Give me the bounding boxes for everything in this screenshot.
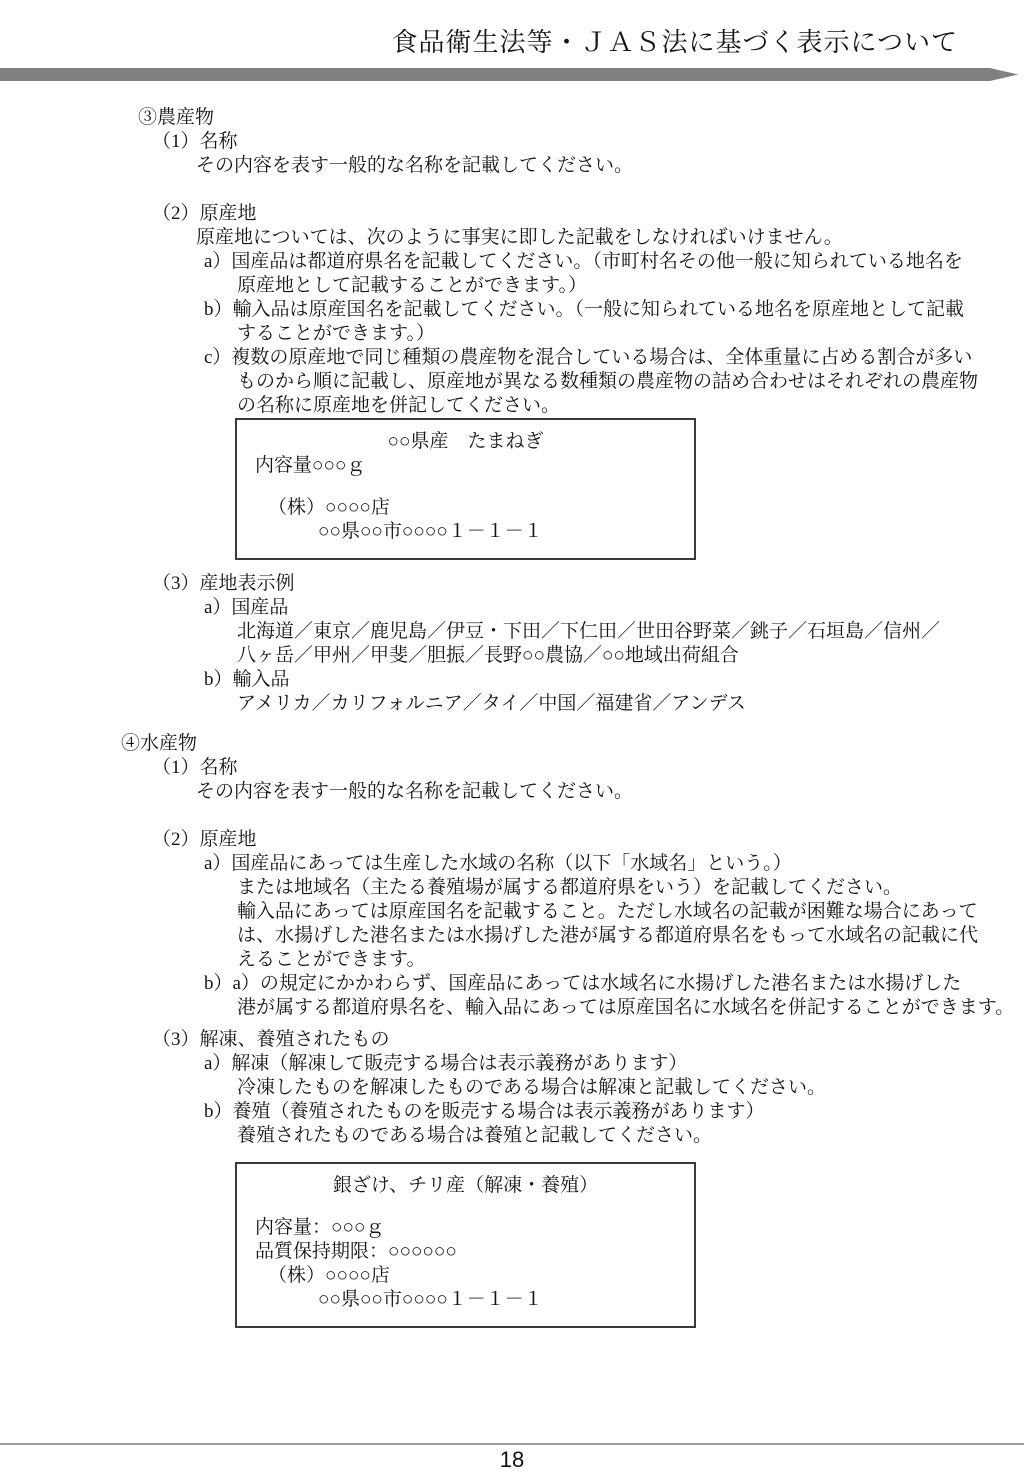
label-example-company: （株）○○○○店 <box>268 1265 390 1286</box>
marine-thawed-farmed-label: （3）解凍、養殖されたもの <box>152 1029 390 1050</box>
marine-name-body: その内容を表す一般的な名称を記載してください。 <box>196 781 634 802</box>
agri-origin-b-line2: することができます。） <box>237 323 435 344</box>
agri-origin-a-line1: a）国産品は都道府県名を記載してください。（市町村名その他一般に知られている地名を <box>204 251 963 272</box>
label-example-title: ○○県産 たまねぎ <box>387 431 544 452</box>
marine-origin-a-line5: えることができます。 <box>237 949 426 970</box>
marine-origin-a-line1: a）国産品にあっては生産した水域の名称（以下「水域名」という。） <box>204 853 792 874</box>
marine-name-label: （1）名称 <box>152 757 238 778</box>
label-example-address: ○○県○○市○○○○１－１－１ <box>318 1289 543 1310</box>
agri-domestic-line2: 八ヶ岳／甲州／甲斐／胆振／長野○○農協／○○地域出荷組合 <box>237 645 739 666</box>
agri-origin-examples-label: （3）産地表示例 <box>152 573 295 594</box>
label-example-box-agricultural <box>235 418 696 560</box>
spacer <box>237 1198 694 1216</box>
section-heading-marine: ④水産物 <box>121 733 198 754</box>
label-example-address: ○○県○○市○○○○１－１－１ <box>318 521 543 542</box>
agri-name-body: その内容を表す一般的な名称を記載してください。 <box>196 155 634 176</box>
spacer <box>0 804 1024 828</box>
agri-domestic-label: a）国産品 <box>204 597 289 618</box>
marine-thawed-line2: 冷凍したものを解凍したものである場合は解凍と記載してください。 <box>237 1077 827 1098</box>
label-example-net-weight: 内容量○○○ｇ <box>255 455 366 476</box>
label-example-quality-limit: 品質保持期限：○○○○○○ <box>255 1241 457 1262</box>
marine-origin-a-line3: 輸入品にあっては原産国名を記載すること。ただし水域名の記載が困難な場合にあって <box>237 901 978 922</box>
spacer <box>0 560 1024 572</box>
spacer <box>0 1020 1024 1028</box>
agri-origin-b-line1: b）輸入品は原産国名を記載してください。（一般に知られている地名を原産地として記載 <box>204 299 965 320</box>
document-body <box>0 106 1024 1328</box>
agri-imported-label: b）輸入品 <box>204 669 290 690</box>
agri-origin-c-line1: c）複数の原産地で同じ種類の農産物を混合している場合は、全体重量に占める割合が多い <box>204 347 973 368</box>
marine-farmed-line1: b）養殖（養殖されたものを販売する場合は表示義務があります） <box>204 1101 765 1122</box>
label-example-title: 銀ざけ、チリ産（解凍・養殖） <box>332 1175 599 1196</box>
agri-origin-label: （2）原産地 <box>152 203 257 224</box>
marine-origin-label: （2）原産地 <box>152 829 257 850</box>
agri-name-label: （1）名称 <box>152 131 238 152</box>
spacer <box>0 178 1024 202</box>
page-number: 18 <box>499 1447 525 1472</box>
agri-origin-c-line2: ものから順に記載し、原産地が異なる数種類の農産物の詰め合わせはそれぞれの農産物 <box>237 371 979 392</box>
agri-imported-line1: アメリカ／カリフォルニア／タイ／中国／福建省／アンデス <box>237 693 746 714</box>
spacer <box>0 1148 1024 1162</box>
label-example-company: （株）○○○○店 <box>268 497 390 518</box>
page-title: 食品衛生法等・ＪＡＳ法に基づく表示について <box>391 28 958 57</box>
label-example-box-marine <box>235 1162 696 1328</box>
section-heading-agricultural: ③農産物 <box>138 107 215 128</box>
header-rule-bar <box>0 68 1018 81</box>
label-example-net-weight: 内容量：○○○ｇ <box>255 1217 385 1238</box>
agri-origin-a-line2: 原産地として記載することができます。） <box>237 275 587 296</box>
spacer <box>237 478 694 496</box>
agri-domestic-line1: 北海道／東京／鹿児島／伊豆・下田／下仁田／世田谷野菜／銚子／石垣島／信州／ <box>237 621 941 642</box>
marine-origin-a-line2: または地域名（主たる養殖場が属する都道府県をいう）を記載してください。 <box>237 877 903 898</box>
marine-origin-b-line2: 港が属する都道府県名を、輸入品にあっては原産国名に水域名を併記することができます。 <box>237 997 1015 1018</box>
agri-origin-intro: 原産地については、次のように事実に即した記載をしなければいけません。 <box>196 227 843 248</box>
agri-origin-c-line3: の名称に原産地を併記してください。 <box>237 395 561 416</box>
marine-farmed-line2: 養殖されたものである場合は養殖と記載してください。 <box>237 1125 713 1146</box>
marine-thawed-line1: a）解凍（解凍して販売する場合は表示義務があります） <box>204 1053 688 1074</box>
marine-origin-a-line4: は、水揚げした港名または水揚げした港が属する都道府県名をもって水域名の記載に代 <box>237 925 979 946</box>
spacer <box>0 716 1024 732</box>
footer-rule <box>0 1443 1024 1445</box>
marine-origin-b-line1: b）a）の規定にかかわらず、国産品にあっては水域名に水揚げした港名または水揚げした <box>204 973 962 994</box>
